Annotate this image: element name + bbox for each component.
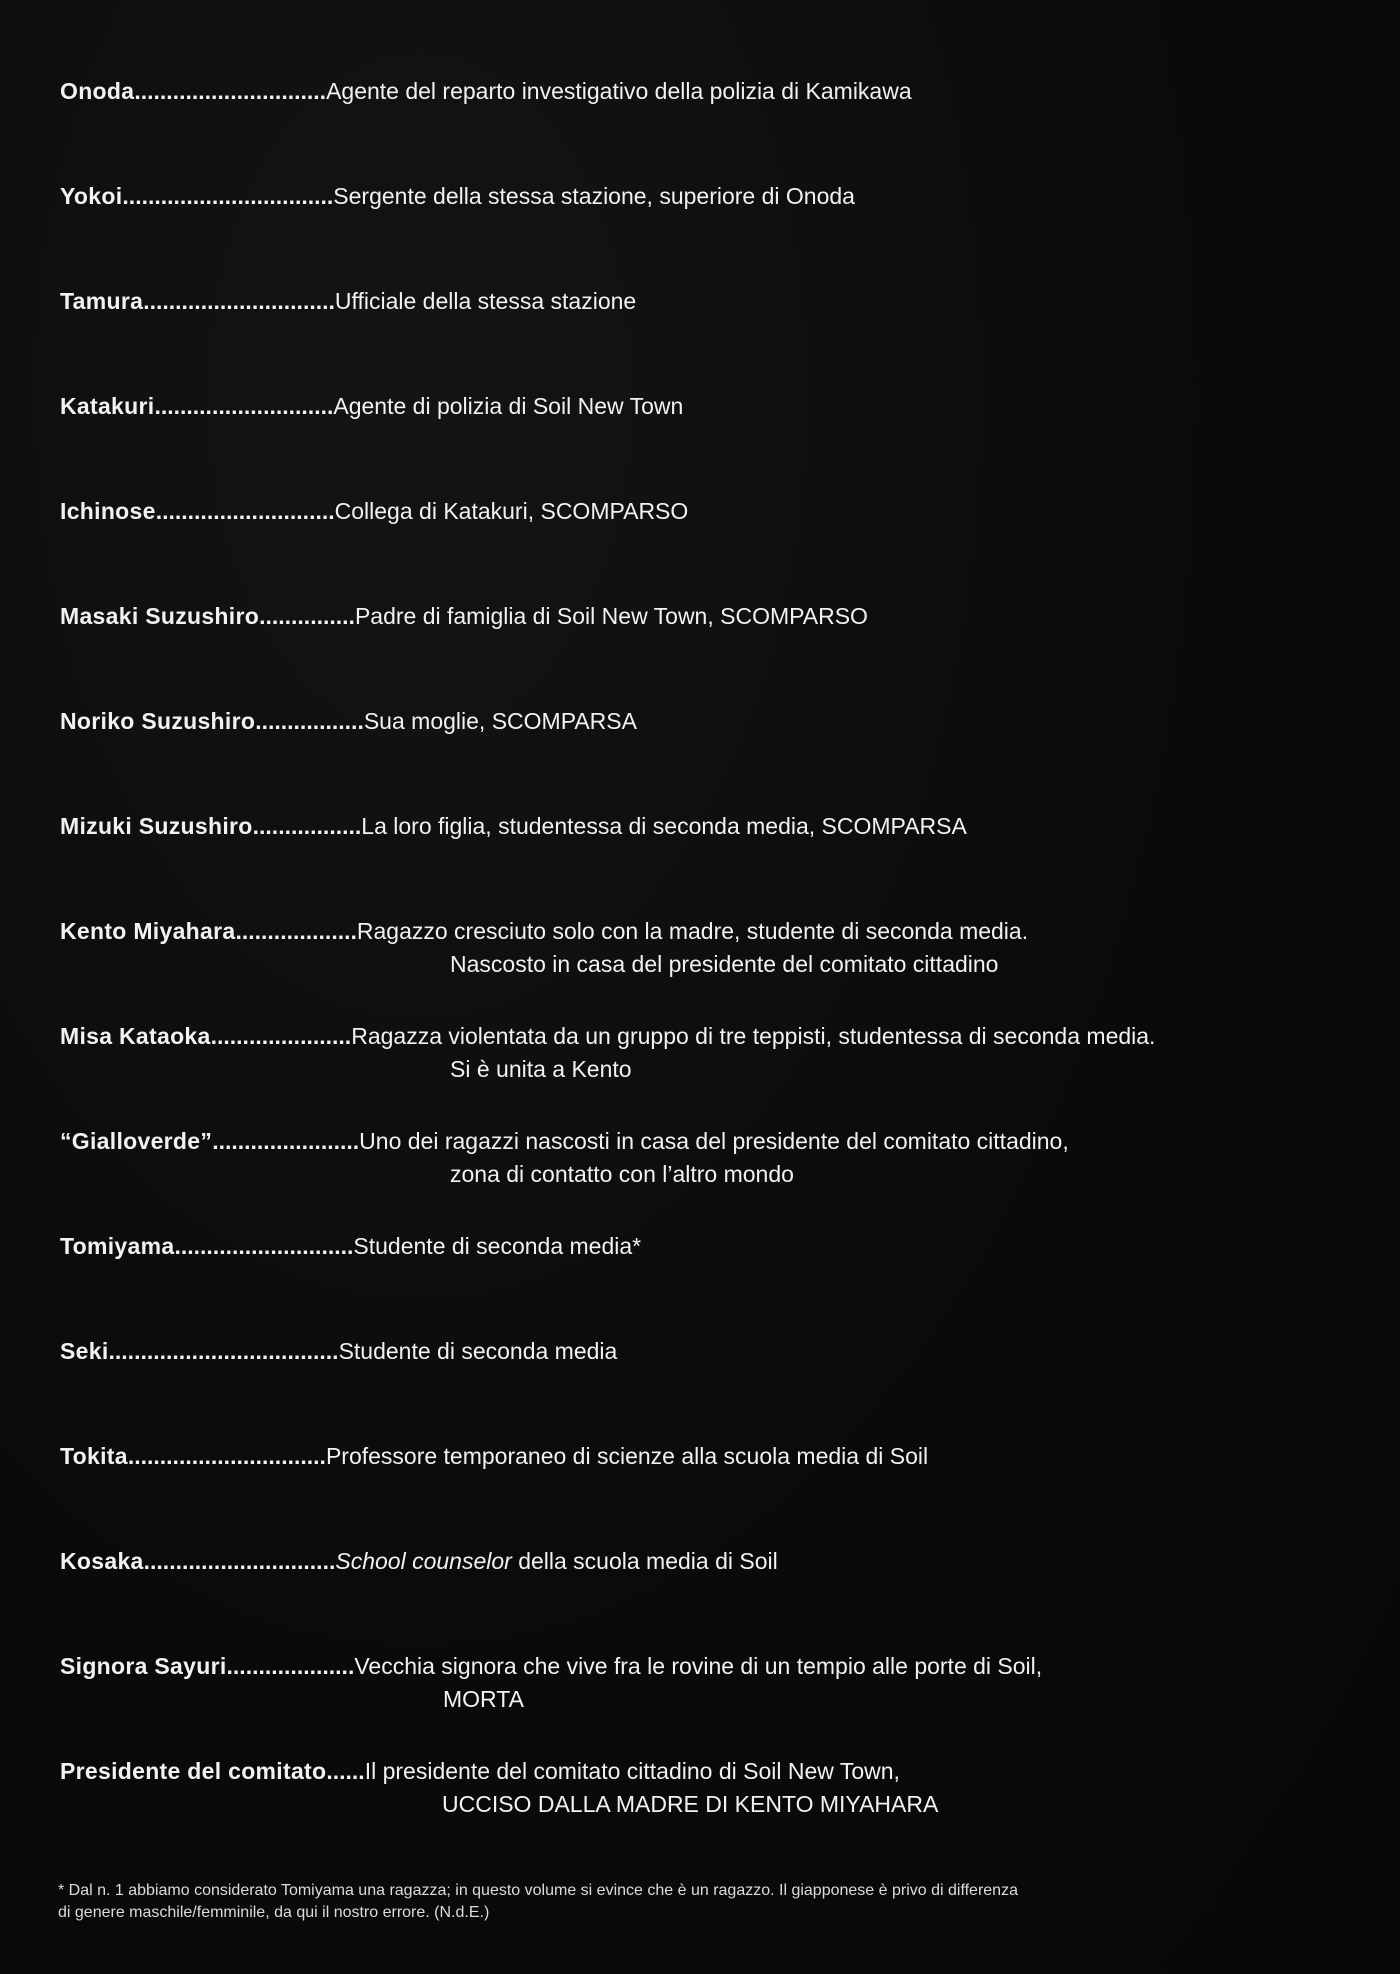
character-description: Sua moglie, SCOMPARSA: [363, 708, 637, 734]
character-entry-mizuki-suzushiro: [60, 813, 1360, 840]
leader-dots: ..............................: [143, 1548, 336, 1574]
leader-dots: .......................: [212, 1128, 360, 1154]
character-entry-tamura: [60, 288, 1360, 315]
character-description: Professore temporaneo di scienze alla scuola media di Soil: [325, 1443, 929, 1469]
character-description: Agente di polizia di Soil New Town: [333, 393, 684, 419]
character-description: Ufficiale della stessa stazione: [334, 288, 637, 314]
character-description: Studente di seconda media*: [353, 1233, 642, 1259]
character-description: Ragazzo cresciuto solo con la madre, studente di seconda media.: [356, 918, 1029, 944]
character-name: Katakuri: [60, 393, 155, 419]
character-name: Kento Miyahara: [60, 918, 236, 944]
character-name: Mizuki Suzushiro: [60, 813, 253, 839]
leader-dots: ......................: [210, 1023, 352, 1049]
character-entry-kosaka: [60, 1548, 1360, 1575]
leader-dots: .................: [252, 813, 362, 839]
character-entry-kento-miyahara: [60, 918, 1360, 978]
character-name: Tomiyama: [60, 1233, 175, 1259]
leader-dots: ....................................: [108, 1338, 339, 1364]
character-name: Noriko Suzushiro: [60, 708, 256, 734]
character-name: Yokoi: [60, 183, 123, 209]
character-name: Tokita: [60, 1443, 128, 1469]
character-description-continued: Nascosto in casa del presidente del comitato cittadino: [450, 951, 999, 977]
character-name: Presidente del comitato: [60, 1758, 327, 1784]
character-description-continued: UCCISO DALLA MADRE DI KENTO MIYAHARA: [442, 1791, 939, 1817]
leader-dots: ...............................: [127, 1443, 326, 1469]
leader-dots: ......: [326, 1758, 365, 1784]
character-description: Padre di famiglia di Soil New Town, SCOMPARSO: [354, 603, 868, 629]
character-description: Studente di seconda media: [338, 1338, 618, 1364]
leader-dots: ..............................: [134, 78, 327, 104]
character-entry-masaki-suzushiro: [60, 603, 1360, 630]
character-name: Ichinose: [60, 498, 156, 524]
character-description-continued: zona di contatto con l’altro mondo: [450, 1161, 794, 1187]
leader-dots: ..............................: [143, 288, 335, 314]
character-description: Collega di Katakuri, SCOMPARSO: [334, 498, 689, 524]
character-entry-misa-kataoka: [60, 1023, 1360, 1083]
character-description: Vecchia signora che vive fra le rovine di un tempio alle porte di Soil,: [354, 1653, 1043, 1679]
character-entry-tokita: [60, 1443, 1360, 1470]
leader-dots: ....................: [226, 1653, 355, 1679]
character-name: Onoda: [60, 78, 135, 104]
leader-dots: ...................: [235, 918, 357, 944]
character-description-continued: Si è unita a Kento: [450, 1056, 632, 1082]
leader-dots: .................: [255, 708, 364, 734]
character-description: Agente del reparto investigativo della polizia di Kamikawa: [326, 78, 912, 104]
character-name: Seki: [60, 1338, 109, 1364]
character-entry-gialloverde: [60, 1128, 1360, 1188]
leader-dots: ...............: [259, 603, 355, 629]
footnote: [58, 1880, 1298, 1924]
character-name: “Gialloverde”: [60, 1128, 213, 1154]
character-entry-tomiyama: [60, 1233, 1360, 1260]
character-name: Signora Sayuri: [60, 1653, 227, 1679]
character-entry-yokoi: [60, 183, 1360, 210]
footnote-line-1: * Dal n. 1 abbiamo considerato Tomiyama una ragazza; in questo volume si evince che è un ragazzo. Il giapponese è privo di differenza: [58, 1882, 1018, 1899]
character-name: Tamura: [60, 288, 144, 314]
character-name: Kosaka: [60, 1548, 144, 1574]
character-entry-katakuri: [60, 393, 1360, 420]
leader-dots: .................................: [122, 183, 334, 209]
character-entry-ichinose: [60, 498, 1360, 525]
character-entry-signora-sayuri: [60, 1653, 1360, 1713]
leader-dots: ............................: [155, 498, 335, 524]
character-entry-onoda: [60, 78, 1360, 105]
character-description-continued: MORTA: [443, 1686, 524, 1712]
character-entry-seki: [60, 1338, 1360, 1365]
character-description: Ragazza violentata da un gruppo di tre teppisti, studentessa di seconda media.: [351, 1023, 1156, 1049]
leader-dots: ............................: [174, 1233, 354, 1259]
character-description: Il presidente del comitato cittadino di Soil New Town,: [364, 1758, 900, 1784]
character-entry-presidente-del-comitato: [60, 1758, 1360, 1818]
character-description: della scuola media di Soil: [511, 1548, 778, 1574]
footnote-line-2: di genere maschile/femminile, da qui il nostro errore. (N.d.E.): [58, 1904, 490, 1921]
character-description: La loro figlia, studentessa di seconda media, SCOMPARSA: [361, 813, 967, 839]
character-description: Uno dei ragazzi nascosti in casa del presidente del comitato cittadino,: [359, 1128, 1069, 1154]
character-name: Masaki Suzushiro: [60, 603, 260, 629]
character-entry-noriko-suzushiro: [60, 708, 1360, 735]
character-description: Sergente della stessa stazione, superiore di Onoda: [333, 183, 855, 209]
leader-dots: ............................: [154, 393, 334, 419]
character-description-italic: School counselor: [335, 1548, 512, 1574]
character-name: Misa Kataoka: [60, 1023, 211, 1049]
